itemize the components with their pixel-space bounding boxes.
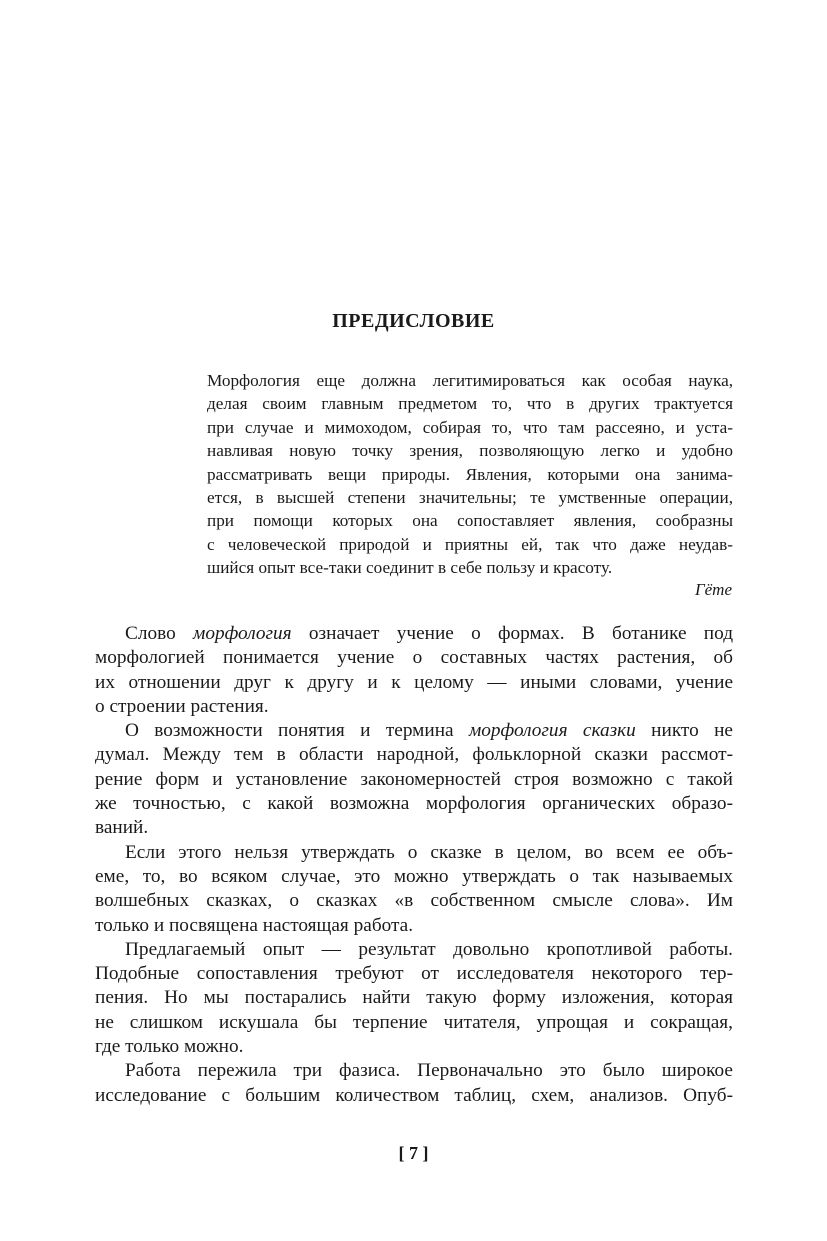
text-line — [95, 1059, 733, 1083]
text-run: означает учение о формах. В ботанике под — [291, 623, 733, 644]
text-line — [95, 1035, 733, 1059]
text-line — [95, 841, 733, 865]
text-run: морфологией понимается учение о составных частях растения, об — [95, 647, 733, 669]
text-run: их отношении друг к другу и к целому — иными словами, учение — [95, 671, 733, 693]
text-run: никто не — [635, 720, 733, 742]
text-run: же точностью, с какой возможна морфология органических образо- — [95, 793, 733, 815]
text-line — [95, 938, 733, 962]
epigraph-line: при помощи которых она сопоставляет явления, сообразны — [207, 511, 733, 531]
paragraph — [95, 622, 733, 719]
text-line — [95, 816, 733, 840]
text-run: Подобные сопоставления требуют от исследователя некоторого тер- — [95, 963, 733, 985]
text-run: О возможности понятия и термина — [125, 720, 469, 742]
text-line — [95, 646, 733, 670]
text-line — [95, 743, 733, 767]
page-number: [ 7 ] — [398, 1143, 429, 1163]
epigraph-author: Гёте — [694, 580, 732, 599]
text-line — [95, 986, 733, 1010]
text-run: думал. Между тем в области народной, фольклорной сказки рассмот- — [95, 744, 733, 766]
text-run: рение форм и установление закономерностей строя возможно с такой — [95, 768, 733, 790]
text-line — [95, 719, 733, 743]
text-run: еме, то, во всяком случае, это можно утверждать о так называемых — [95, 865, 733, 887]
text-run: исследование с большим количеством таблиц, схем, анализов. Опуб- — [95, 1084, 733, 1106]
text-line — [95, 889, 733, 913]
text-line — [95, 962, 733, 986]
text-line — [95, 622, 733, 646]
epigraph-line: делая своим главным предметом то, что в других трактуется — [207, 394, 733, 414]
italic-term: морфология — [193, 623, 292, 644]
epigraph-line: Морфология еще должна легитимироваться как особая наука, — [207, 371, 733, 390]
text-run: о строении растения. — [95, 695, 269, 717]
epigraph-line: с человеческой природой и приятны ей, так что даже неудав- — [207, 534, 733, 554]
text-line — [95, 914, 733, 938]
text-run: волшебных сказках, о сказках «в собственном смысле слова». Им — [95, 890, 733, 912]
text-run: Работа пережила три фазиса. Первоначально это было широкое — [125, 1060, 733, 1082]
text-line — [95, 768, 733, 792]
text-line — [95, 792, 733, 816]
epigraph-line: навливая новую точку зрения, позволяющую легко и удобно — [207, 441, 733, 461]
epigraph-line: ется, в высшей степени значительны; те умственные операции, — [207, 487, 733, 507]
text-run: не слишком искушала бы терпение читателя, упрощая и сокращая, — [95, 1011, 733, 1033]
body-text — [95, 622, 733, 1108]
paragraph — [95, 1059, 733, 1108]
text-line — [95, 1084, 733, 1108]
text-run: пения. Но мы постарались найти такую форму изложения, которая — [95, 987, 733, 1009]
text-line — [95, 671, 733, 695]
text-line — [95, 865, 733, 889]
text-line — [95, 695, 733, 719]
text-run: ваний. — [95, 817, 149, 839]
paragraph — [95, 938, 733, 1059]
italic-term: морфология сказки — [468, 720, 636, 742]
text-run: Если этого нельзя утверждать о сказке в целом, во всем ее объ- — [125, 841, 733, 863]
epigraph-line: шийся опыт все-таки соединит в себе пользу и красоту. — [207, 558, 613, 578]
text-run: где только можно. — [95, 1036, 244, 1058]
text-run: Предлагаемый опыт — результат довольно кропотливой работы. — [125, 938, 733, 960]
epigraph-line: рассматривать вещи природы. Явления, которыми она занима- — [207, 464, 733, 484]
paragraph — [95, 719, 733, 840]
epigraph-line: при случае и мимоходом, собирая то, что там рассеяно, и уста- — [207, 417, 733, 437]
text-line — [95, 1011, 733, 1035]
paragraph — [95, 841, 733, 938]
text-run: только и посвящена настоящая работа. — [95, 914, 414, 936]
page-title: ПРЕДИСЛОВИЕ — [332, 310, 495, 332]
text-run: Слово — [125, 623, 194, 644]
epigraph — [207, 369, 733, 580]
